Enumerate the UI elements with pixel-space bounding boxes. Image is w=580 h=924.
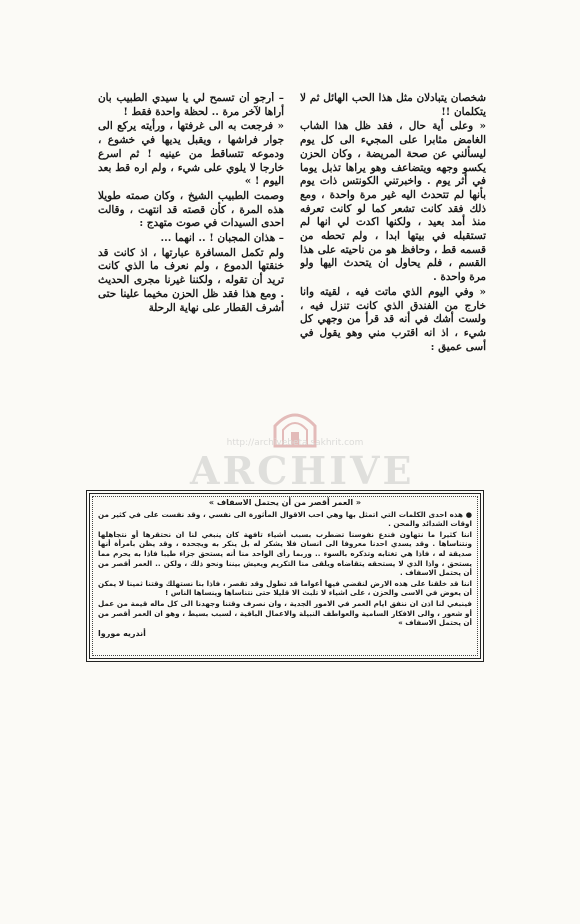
quote-paragraph: ● هذه احدى الكلمات التي اتمثل بها وهي احب الاقوال المأثورة الى نفسي ، وقد نفست على في كثير من اوقات الشدائد والمحن . [98,509,472,529]
paragraph: « وعلى أية حال ، فقد ظل هذا الشاب الغامض مثابرا على المجيء الى كل يوم ليسألني عن صحة المريضة ، وكان الحزن يكسو وجهه ويتضاعف وهو يراها تذبل يوما في أثر يوم . واخبرتني الكونتس ذات يوم بأنها لم تتحدث اليه غير مرة واحدة ، ومع ذلك فقد كانت تشعر كما لو كانت تعرفه منذ أمد بعيد ، ولكنها اكدت لي انها لم تستقبله في بيتها ابدا ، ولم تحطه من قسمه قط ، وحافظ هو من ناحيته على هذا القسم ، فلم يحاول ان يتحدث اليها ولو مرة واحدة . [300,120,486,284]
quote-author: أندريه موروا [98,628,146,638]
right-column [300,92,486,470]
quote-paragraph: فينبغي لنا اذن ان ننفق ايام العمر في الامور الجدية ، وان نصرف وقتنا وجهدنا الى كل ماله قيمة من عمل أو شعور ، والى الافكار السامية والعواطف النبيلة والاعمال الباقية ، لسبب بسيط ، وهو ان العمر أقصر من أن يحتمل الاسفاف » [98,598,472,628]
paragraph: ولم تكمل المسافرة عبارتها ، اذ كانت قد خنقتها الدموع ، ولم نعرف ما الذي كانت تريد أن تقوله ، ولكننا غيرنا مجرى الحديث . ومع هذا فقد ظل الحزن مخيما علينا حتى أشرف القطار على نهاية الرحلة [98,246,284,314]
quote-paragraph: اننا قد خلقنا على هذه الارض لنقضي فيها أعواما قد تطول وقد تقصر ، فاذا بنا نستهلك وقتنا ثمينا لا يمكن أن يعوض في الاسى والحزن ، على اشياء لا تلبث الا قليلا حتى نتناساها وينساها الناس ! [98,578,472,598]
watermark-text: ARCHIVE [190,448,415,493]
paragraph: – هذان المجبان ! .. انهما ... [160,232,284,245]
quote-box [86,490,484,662]
paragraph: شخصان يتبادلان مثل هذا الحب الهائل ثم لا يتكلمان !! [300,92,486,118]
quote-paragraph: اننا كثيرا ما نتهاون فندع نفوسنا تضطرب بسبب أشياء تافهة كان ينبغي لنا ان نحتقرها أو نتجاهلها ونتناساها . وقد يسدي احدنا معروفا الى انسان فلا يشكر له بل ينكر به ويجحده ، وقد يظن بامرأة أنها صديقة له ، فاذا هي تغتابه وتذكره بالسوء .. وربما رأى الواحد منا أنه يستحق جزاء طيبا فاذا به يحرم مما يستحق ، واذا الذي لا يستحقه يتقاضاه ويلقى منا التكريم ويعيش بيننا ونحو ذلك ، ولكن .. العمر أقصر من أن يحتمل الاسفاف . [98,529,472,578]
watermark-url: http://archivebeta.sakhrit.com [226,438,364,448]
left-column [98,92,284,470]
paragraph: – أرجو أن تسمح لي يا سيدي الطبيب بأن أراها لآخر مرة .. لحظة واحدة فقط ! [98,92,284,118]
paragraph: وصمت الطبيب الشيخ ، وكان صمته طويلا هذه المرة ، كأن قصته قد انتهت ، وقالت احدى السيدات في صوت متهدج : [98,189,284,230]
paragraph: « فرجعت به الى غرفتها ، ورأيته يركع الى جوار فراشها ، ويقبل يديها في خشوع ، ودموعه تتساقط من عينيه ! ثم اسرع خارجا لا يلوي على شيء ، ولم اره قط بعد اليوم ! » [98,120,284,188]
paragraph: « وفي اليوم الذي ماتت فيه ، لقيته وانا خارج من الفندق الذي كانت تنزل فيه ، ولست أشك في أنه قد قرأ من وجهي كل شيء ، اذ انه اقترب مني وهو يقول في أسى عميق : [300,285,486,353]
quote-title: « العمر أقصر من أن يحتمل الاسفاف » [208,498,362,507]
article-columns [98,92,486,470]
